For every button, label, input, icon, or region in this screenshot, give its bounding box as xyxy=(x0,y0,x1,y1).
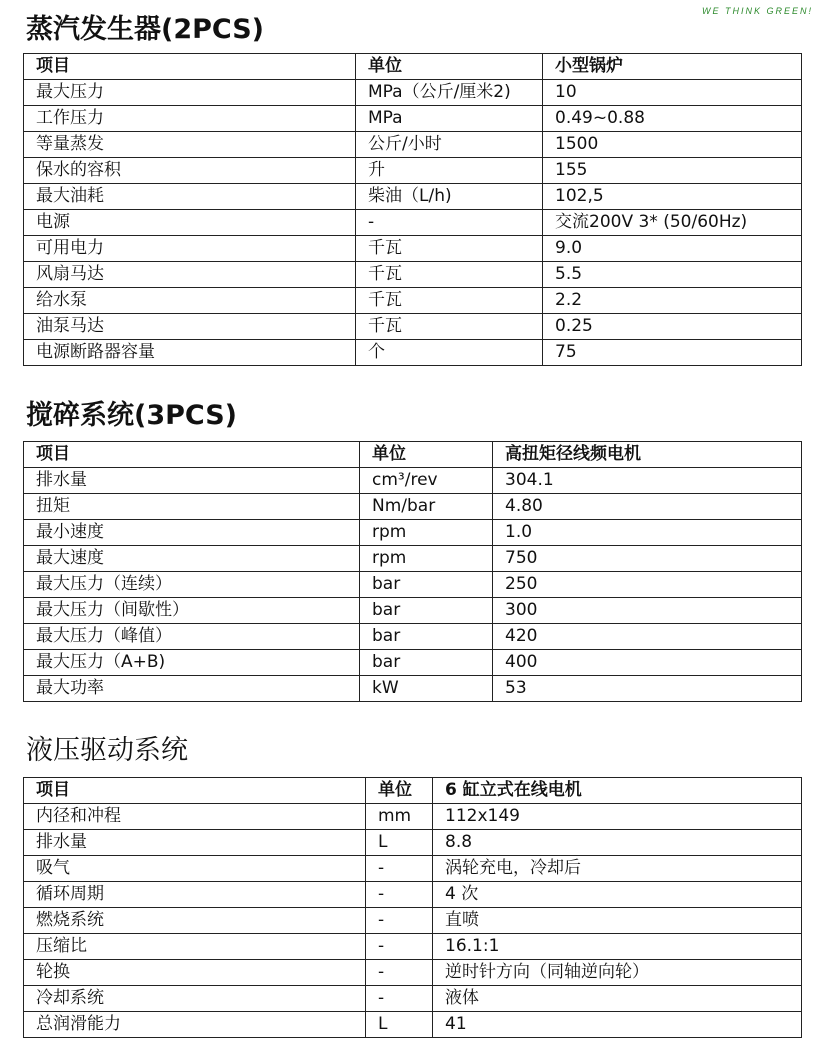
unit-cell: rpm xyxy=(360,546,493,572)
unit-cell: 千瓦 xyxy=(356,262,543,288)
unit-cell: MPa（公斤/厘米2) xyxy=(356,80,543,106)
unit-cell: - xyxy=(366,908,433,934)
unit-cell: - xyxy=(366,882,433,908)
table-row xyxy=(24,546,802,572)
value-cell: 400 xyxy=(493,650,802,676)
table-row xyxy=(24,960,802,986)
value-cell: 涡轮充电，冷却后 xyxy=(433,856,802,882)
item-cell: 最大压力（峰值） xyxy=(24,624,360,650)
value-cell: 4 次 xyxy=(433,882,802,908)
table-row xyxy=(24,676,802,702)
unit-cell: Nm/bar xyxy=(360,494,493,520)
table-row xyxy=(24,468,802,494)
table-header-row xyxy=(24,54,802,80)
table-row xyxy=(24,106,802,132)
table-row xyxy=(24,340,802,366)
value-cell: 75 xyxy=(543,340,802,366)
value-cell: 102,5 xyxy=(543,184,802,210)
item-cell: 最大压力（间歇性） xyxy=(24,598,360,624)
section-title-shredding-system: 搅碎系统(3PCS) xyxy=(26,400,238,431)
header-item-cell: 项目 xyxy=(24,778,366,804)
value-cell: 41 xyxy=(433,1012,802,1038)
item-cell: 最大功率 xyxy=(24,676,360,702)
value-cell: 250 xyxy=(493,572,802,598)
value-cell: 直喷 xyxy=(433,908,802,934)
table-row xyxy=(24,210,802,236)
item-cell: 吸气 xyxy=(24,856,366,882)
header-value-cell: 小型锅炉 xyxy=(543,54,802,80)
item-cell: 最大速度 xyxy=(24,546,360,572)
unit-cell: 千瓦 xyxy=(356,288,543,314)
value-cell: 5.5 xyxy=(543,262,802,288)
item-cell: 最大油耗 xyxy=(24,184,356,210)
unit-cell: - xyxy=(356,210,543,236)
unit-cell: 升 xyxy=(356,158,543,184)
unit-cell: - xyxy=(366,986,433,1012)
unit-cell: bar xyxy=(360,650,493,676)
value-cell: 112x149 xyxy=(433,804,802,830)
table-row xyxy=(24,598,802,624)
section-title-steam-generator: 蒸汽发生器(2PCS) xyxy=(26,14,265,45)
table-row xyxy=(24,494,802,520)
table-header-row xyxy=(24,778,802,804)
item-cell: 压缩比 xyxy=(24,934,366,960)
table-row xyxy=(24,80,802,106)
table-row xyxy=(24,830,802,856)
item-cell: 等量蒸发 xyxy=(24,132,356,158)
value-cell: 液体 xyxy=(433,986,802,1012)
value-cell: 8.8 xyxy=(433,830,802,856)
table-row xyxy=(24,288,802,314)
unit-cell: 柴油（L/h) xyxy=(356,184,543,210)
value-cell: 逆时针方向（同轴逆向轮） xyxy=(433,960,802,986)
item-cell: 轮换 xyxy=(24,960,366,986)
table-row xyxy=(24,650,802,676)
item-cell: 排水量 xyxy=(24,468,360,494)
item-cell: 最大压力（A+B) xyxy=(24,650,360,676)
unit-cell: MPa xyxy=(356,106,543,132)
table-header-row xyxy=(24,442,802,468)
header-unit-cell: 单位 xyxy=(360,442,493,468)
value-cell: 0.49~0.88 xyxy=(543,106,802,132)
value-cell: 交流200V 3* (50/60Hz) xyxy=(543,210,802,236)
header-unit-cell: 单位 xyxy=(356,54,543,80)
table-row xyxy=(24,882,802,908)
table-row xyxy=(24,158,802,184)
value-cell: 9.0 xyxy=(543,236,802,262)
value-cell: 4.80 xyxy=(493,494,802,520)
table-row xyxy=(24,1012,802,1038)
item-cell: 工作压力 xyxy=(24,106,356,132)
table-row xyxy=(24,132,802,158)
item-cell: 给水泵 xyxy=(24,288,356,314)
header-value-cell: 高扭矩径线频电机 xyxy=(493,442,802,468)
item-cell: 电源断路器容量 xyxy=(24,340,356,366)
item-cell: 内径和冲程 xyxy=(24,804,366,830)
unit-cell: - xyxy=(366,934,433,960)
unit-cell: bar xyxy=(360,598,493,624)
unit-cell: L xyxy=(366,1012,433,1038)
spec-table-steam-generator xyxy=(23,53,802,366)
item-cell: 最小速度 xyxy=(24,520,360,546)
value-cell: 155 xyxy=(543,158,802,184)
value-cell: 16.1:1 xyxy=(433,934,802,960)
unit-cell: kW xyxy=(360,676,493,702)
table-row xyxy=(24,262,802,288)
item-cell: 循环周期 xyxy=(24,882,366,908)
section-title-hydraulic-drive-system: 液压驱动系统 xyxy=(26,735,188,766)
item-cell: 扭矩 xyxy=(24,494,360,520)
unit-cell: bar xyxy=(360,624,493,650)
header-unit-cell: 单位 xyxy=(366,778,433,804)
unit-cell: mm xyxy=(366,804,433,830)
unit-cell: 公斤/小时 xyxy=(356,132,543,158)
item-cell: 最大压力（连续） xyxy=(24,572,360,598)
value-cell: 750 xyxy=(493,546,802,572)
unit-cell: rpm xyxy=(360,520,493,546)
value-cell: 53 xyxy=(493,676,802,702)
item-cell: 冷却系统 xyxy=(24,986,366,1012)
table-row xyxy=(24,572,802,598)
unit-cell: bar xyxy=(360,572,493,598)
item-cell: 可用电力 xyxy=(24,236,356,262)
item-cell: 排水量 xyxy=(24,830,366,856)
item-cell: 燃烧系统 xyxy=(24,908,366,934)
table-row xyxy=(24,856,802,882)
item-cell: 电源 xyxy=(24,210,356,236)
value-cell: 300 xyxy=(493,598,802,624)
table-row xyxy=(24,314,802,340)
slogan-text: WE THINK GREEN! xyxy=(701,6,813,16)
table-row xyxy=(24,624,802,650)
table-row xyxy=(24,804,802,830)
value-cell: 420 xyxy=(493,624,802,650)
unit-cell: 千瓦 xyxy=(356,236,543,262)
value-cell: 0.25 xyxy=(543,314,802,340)
value-cell: 2.2 xyxy=(543,288,802,314)
value-cell: 1.0 xyxy=(493,520,802,546)
spec-table-hydraulic-drive-system xyxy=(23,777,802,1038)
table-row xyxy=(24,908,802,934)
table-row xyxy=(24,986,802,1012)
item-cell: 保水的容积 xyxy=(24,158,356,184)
item-cell: 风扇马达 xyxy=(24,262,356,288)
item-cell: 总润滑能力 xyxy=(24,1012,366,1038)
unit-cell: 个 xyxy=(356,340,543,366)
header-item-cell: 项目 xyxy=(24,54,356,80)
header-item-cell: 项目 xyxy=(24,442,360,468)
header-value-cell: 6 缸立式在线电机 xyxy=(433,778,802,804)
table-row xyxy=(24,520,802,546)
table-row xyxy=(24,934,802,960)
value-cell: 1500 xyxy=(543,132,802,158)
spec-table-shredding-system xyxy=(23,441,802,702)
unit-cell: - xyxy=(366,856,433,882)
item-cell: 最大压力 xyxy=(24,80,356,106)
table-row xyxy=(24,236,802,262)
item-cell: 油泵马达 xyxy=(24,314,356,340)
table-row xyxy=(24,184,802,210)
unit-cell: cm³/rev xyxy=(360,468,493,494)
unit-cell: - xyxy=(366,960,433,986)
value-cell: 304.1 xyxy=(493,468,802,494)
unit-cell: 千瓦 xyxy=(356,314,543,340)
value-cell: 10 xyxy=(543,80,802,106)
unit-cell: L xyxy=(366,830,433,856)
